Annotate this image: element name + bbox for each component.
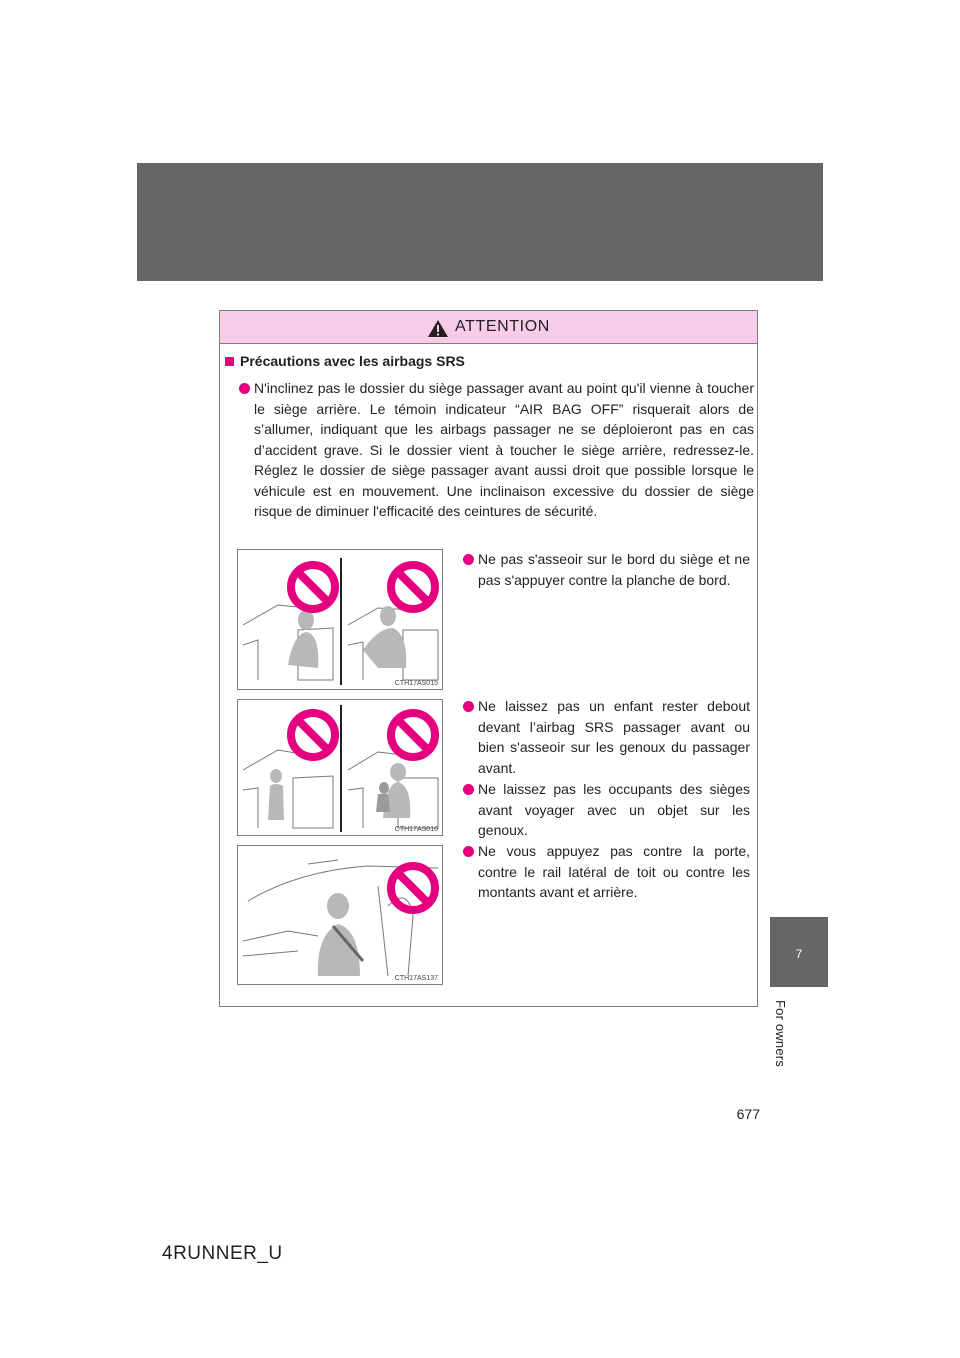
illustration-code: CTH17AS016 (394, 826, 438, 833)
attention-title: ATTENTION (455, 318, 550, 335)
chapter-number: 7 (795, 947, 803, 961)
bullet-recline (254, 378, 754, 522)
attention-box (219, 310, 758, 1007)
illustration-code: CTH17AS137 (394, 975, 438, 982)
bullet-text: N'inclinez pas le dossier du siège passager avant au point qu'il vienne à toucher le siège arrière. Le témoin indicateur “AIR BAG OFF” risquerait alors de s’allumer, indiquant que les airbags passager ne se déploieront pas en cas d’accident grave. Si le dossier vient à toucher le siège arrière, redressez-le. Réglez le dossier de siège passager avant aussi droit que possible lorsque le véhicule est en mouvement. Une inclinaison excessive du dossier de siège risque de diminuer l'efficacité des ceintures de sécurité. (254, 380, 754, 519)
bullet-text: Ne vous appuyez pas contre la porte, contre le rail latéral de toit ou contre les montants avant et arrière. (478, 843, 750, 900)
bullet-object-lap (478, 779, 750, 841)
bullet-dot-icon (463, 846, 474, 857)
bullet-text: Ne laissez pas un enfant rester debout devant l’airbag SRS passager avant ou bien s'asseoir sur les genoux du passager avant. (478, 698, 750, 776)
bullet-door (478, 841, 750, 903)
bullet-text: Ne pas s'asseoir sur le bord du siège et ne pas s'appuyer contre la planche de bord. (478, 551, 750, 588)
chapter-tab (770, 917, 828, 987)
chapter-side-label (760, 1000, 820, 1070)
child-illustration (238, 700, 444, 837)
bullet-dot-icon (239, 383, 250, 394)
header-band (137, 163, 823, 281)
square-bullet-icon (225, 357, 234, 366)
attention-header (220, 311, 757, 344)
chapter-label: For owners (773, 1000, 788, 1068)
bullet-child (478, 696, 750, 778)
illustration-child (237, 699, 443, 836)
illustration-code: CTH17AS015 (394, 680, 438, 687)
bullet-seat-edge (478, 549, 750, 590)
page-number: 677 (736, 1106, 760, 1122)
seat-edge-illustration (238, 550, 444, 691)
door-lean-illustration (238, 846, 444, 986)
model-code: 4RUNNER_U (162, 1243, 283, 1264)
bullet-dot-icon (463, 554, 474, 565)
section-title-text: Précautions avec les airbags SRS (240, 353, 465, 369)
illustration-door (237, 845, 443, 985)
bullet-text: Ne laissez pas les occupants des sièges avant voyager avec un objet sur les genoux. (478, 781, 750, 838)
section-title (225, 353, 465, 369)
warning-triangle-icon (427, 319, 449, 338)
bullet-dot-icon (463, 784, 474, 795)
bullet-dot-icon (463, 701, 474, 712)
illustration-seat-edge (237, 549, 443, 690)
